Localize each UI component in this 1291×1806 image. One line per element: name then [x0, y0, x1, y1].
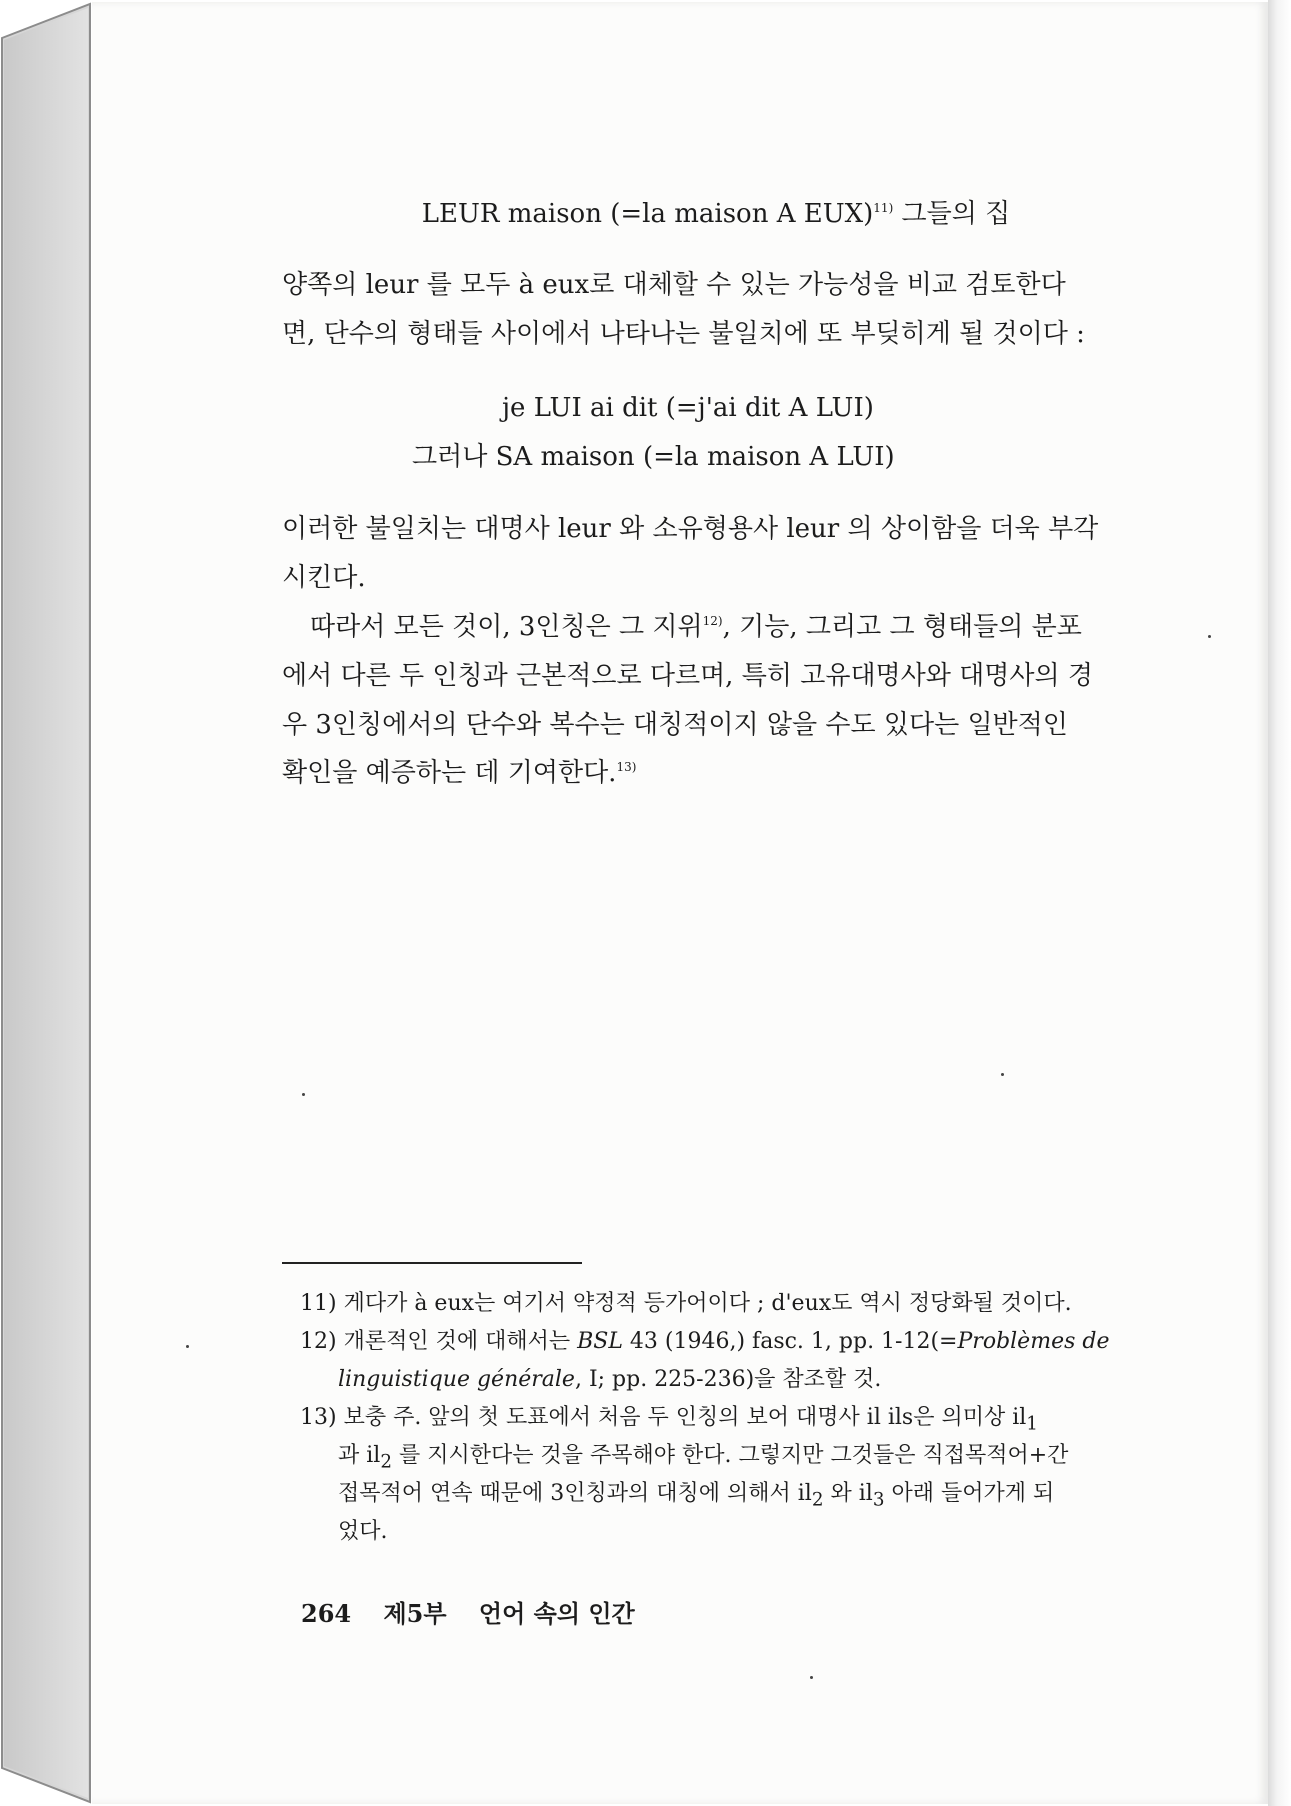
book-spine [0, 0, 93, 1806]
paragraph-3-line-2: 에서 다른 두 인칭과 근본적으로 다르며, 특히 고유대명사와 대명사의 경 [282, 661, 1094, 691]
paragraph-3-line-4: 확인을 예증하는 데 기여한다.$^{13)}$ [282, 758, 637, 788]
paragraph-1-line-2: 면, 단수의 형태들 사이에서 나타나는 불일치에 또 부딪히게 될 것이다 : [282, 319, 1085, 349]
running-footer [301, 1598, 659, 1630]
footnote-11: 11) 게다가 à eux는 여기서 약정적 등가어이다 ; d'eux도 역시 정당화될 것이다. [300, 1291, 1072, 1316]
paragraph-1-line-1: 양쪽의 leur 를 모두 à eux로 대체할 수 있는 가능성을 비교 검토한다 [282, 270, 1066, 300]
footnote-12: 12) 개론적인 것에 대해서는 BSL 43 (1946,) fasc. 1, pp. 1-12(=Problèmes de [300, 1329, 1110, 1354]
example-sentence-1: LEUR maison (=la maison A EUX)$^{11)}$ 그들의 집 [421, 199, 1011, 229]
footnote-13-line-2: 과 $il_2$ 를 지시한다는 것을 주목해야 한다. 그렇지만 그것들은 직접목적어+간 [338, 1443, 1069, 1473]
footnote-13-line-4: 었다. [338, 1519, 388, 1544]
paragraph-2-line-1: 이러한 불일치는 대명사 leur 와 소유형용사 leur 의 상이함을 더욱 부각 [282, 514, 1099, 544]
paragraph-3-line-1: 따라서 모든 것이, 3인칭은 그 지위$^{12)}$, 기능, 그리고 그 형태들의 분포 [310, 612, 1082, 642]
footnote-13-line-3: 접목적어 연속 때문에 3인칭과의 대칭에 의해서 $il_2$ 와 $il_3$ 아래 들어가게 되 [338, 1481, 1055, 1511]
page-edge-shadow [1268, 0, 1291, 1806]
part-label: 제5부 [383, 1599, 447, 1628]
page-number: 264 [301, 1599, 352, 1628]
scan-speck [186, 1345, 189, 1348]
example-sentence-3: 그러나 SA maison (=la maison A LUI) [412, 442, 895, 472]
scan-speck [1208, 635, 1211, 638]
scan-speck [302, 1093, 305, 1096]
paragraph-2-line-2: 시킨다. [282, 563, 366, 593]
footnote-12-line-2: linguistique générale, I; pp. 225-236)을 참조할 것. [338, 1367, 882, 1392]
footnote-divider [282, 1262, 582, 1264]
scan-speck [1001, 1073, 1004, 1076]
example-sentence-2: je LUI ai dit (=j'ai dit A LUI) [502, 393, 874, 423]
scan-speck [810, 1676, 813, 1679]
paragraph-3-line-3: 우 3인칭에서의 단수와 복수는 대칭적이지 않을 수도 있다는 일반적인 [282, 710, 1068, 740]
footnote-13: 13) 보충 주. 앞의 첫 도표에서 처음 두 인칭의 보어 대명사 il ils은 의미상 $il_1$ [300, 1405, 1038, 1435]
part-title: 언어 속의 인간 [478, 1599, 635, 1628]
